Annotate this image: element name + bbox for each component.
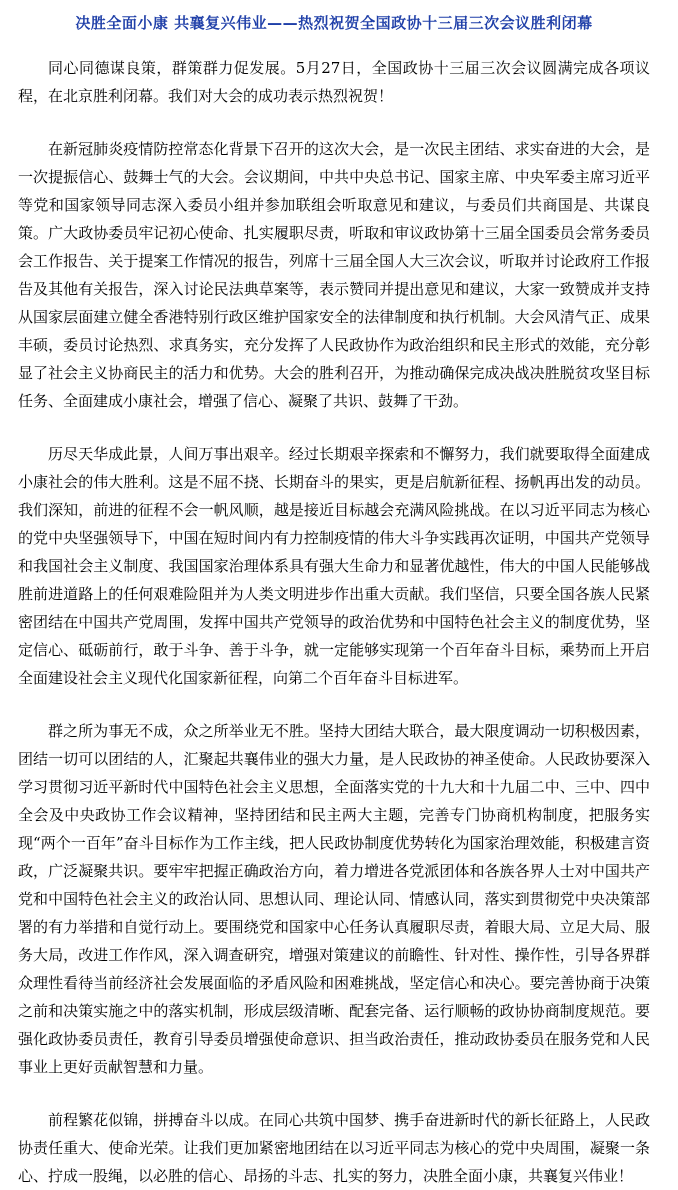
article-title: 决胜全面小康 共襄复兴伟业——热烈祝贺全国政协十三届三次会议胜利闭幕: [75, 14, 593, 32]
article-paragraph-3: 历尽天华成此景，人间万事出艰辛。经过长期艰辛探索和不懈努力，我们就要取得全面建成小康社会的伟大胜利。这是不屈不挠、长期奋斗的果实，更是启航新征程、扬帆再出发的动员。我们深知，前进的征程不会一帆风顺，越是接近目标越会充满风险挑战。在以习近平同志为核心的党中央坚强领导下，中国在短时间内有力控制疫情的伟大斗争实践再次证明，中国共产党领导和我国社会主义制度、我国国家治理体系具有强大生命力和显著优越性，伟大的中国人民能够战胜前进道路上的任何艰难险阻并为人类文明进步作出重大贡献。我们坚信，只要全国各族人民紧密团结在中国共产党周围，发挥中国共产党领导的政治优势和中国特色社会主义的制度优势，坚定信心、砥砺前行，敢于斗争、善于斗争，就一定能够实现第一个百年奋斗目标，乘势而上开启全面建设社会主义现代化国家新征程，向第二个百年奋斗目标进军。: [18, 445, 650, 687]
article-paragraph-5: 前程繁花似锦，拼搏奋斗以成。在同心共筑中国梦、携手奋进新时代的新长征路上，人民政协责任重大、使命光荣。让我们更加紧密地团结在以习近平同志为核心的党中央周围，凝聚一条心、拧成一股绳，以必胜的信心、昂扬的斗志、扎实的努力，决胜全面小康，共襄复兴伟业！: [18, 1111, 650, 1185]
article-paragraph-4: 群之所为事无不成，众之所举业无不胜。坚持大团结大联合，最大限度调动一切积极因素，团结一切可以团结的人，汇聚起共襄伟业的强大力量，是人民政协的神圣使命。人民政协要深入学习贯彻习近平新时代中国特色社会主义思想，全面落实党的十九大和十九届二中、三中、四中全会及中央政协工作会议精神，坚持团结和民主两大主题，完善专门协商机构制度，把服务实现“两个一百年”奋斗目标作为工作主线，把人民政协制度优势转化为国家治理效能，积极建言资政，广泛凝聚共识。要牢牢把握正确政治方向，着力增进各党派团体和各族各界人士对中国共产党和中国特色社会主义的政治认同、思想认同、理论认同、情感认同，落实到贯彻党中央决策部署的有力举措和自觉行动上。要围绕党和国家中心任务认真履职尽责，着眼大局、立足大局、服务大局，改进工作作风，深入调查研究，增强对策建议的前瞻性、针对性、操作性，引导各界群众理性看待当前经济社会发展面临的矛盾风险和困难挑战，坚定信心和决心。要完善协商于决策之前和决策实施之中的落实机制，形成层级清晰、配套完备、运行顺畅的政协协商制度规范。要强化政协委员责任，教育引导委员增强使命意识、担当政治责任，推动政协委员在服务党和人民事业上更好贡献智慧和力量。: [18, 722, 650, 1076]
article-paragraph-2: 在新冠肺炎疫情防控常态化背景下召开的这次大会，是一次民主团结、求实奋进的大会，是一次提振信心、鼓舞士气的大会。会议期间，中共中央总书记、国家主席、中央军委主席习近平等党和国家领导同志深入委员小组并参加联组会听取意见和建议，与委员们共商国是、共谋良策。广大政协委员牢记初心使命、扎实履职尽责，听取和审议政协第十三届全国委员会常务委员会工作报告、关于提案工作情况的报告，列席十三届全国人大三次会议，听取并讨论政府工作报告及其他有关报告，深入讨论民法典草案等，表示赞同并提出意见和建议，大家一致赞成并支持从国家层面建立健全香港特别行政区维护国家安全的法律制度和执行机制。大会风清气正、成果丰硕，委员讨论热烈、求真务实，充分发挥了人民政协作为政治组织和民主形式的效能，充分彰显了社会主义协商民主的活力和优势。大会的胜利召开，为推动确保完成决战决胜脱贫攻坚目标任务、全面建成小康社会，增强了信心、凝聚了共识、鼓舞了干劲。: [18, 140, 650, 410]
article-paragraph-1: 同心同德谋良策，群策群力促发展。5月27日，全国政协十三届三次会议圆满完成各项议程，在北京胜利闭幕。我们对大会的成功表示热烈祝贺！: [18, 59, 650, 105]
